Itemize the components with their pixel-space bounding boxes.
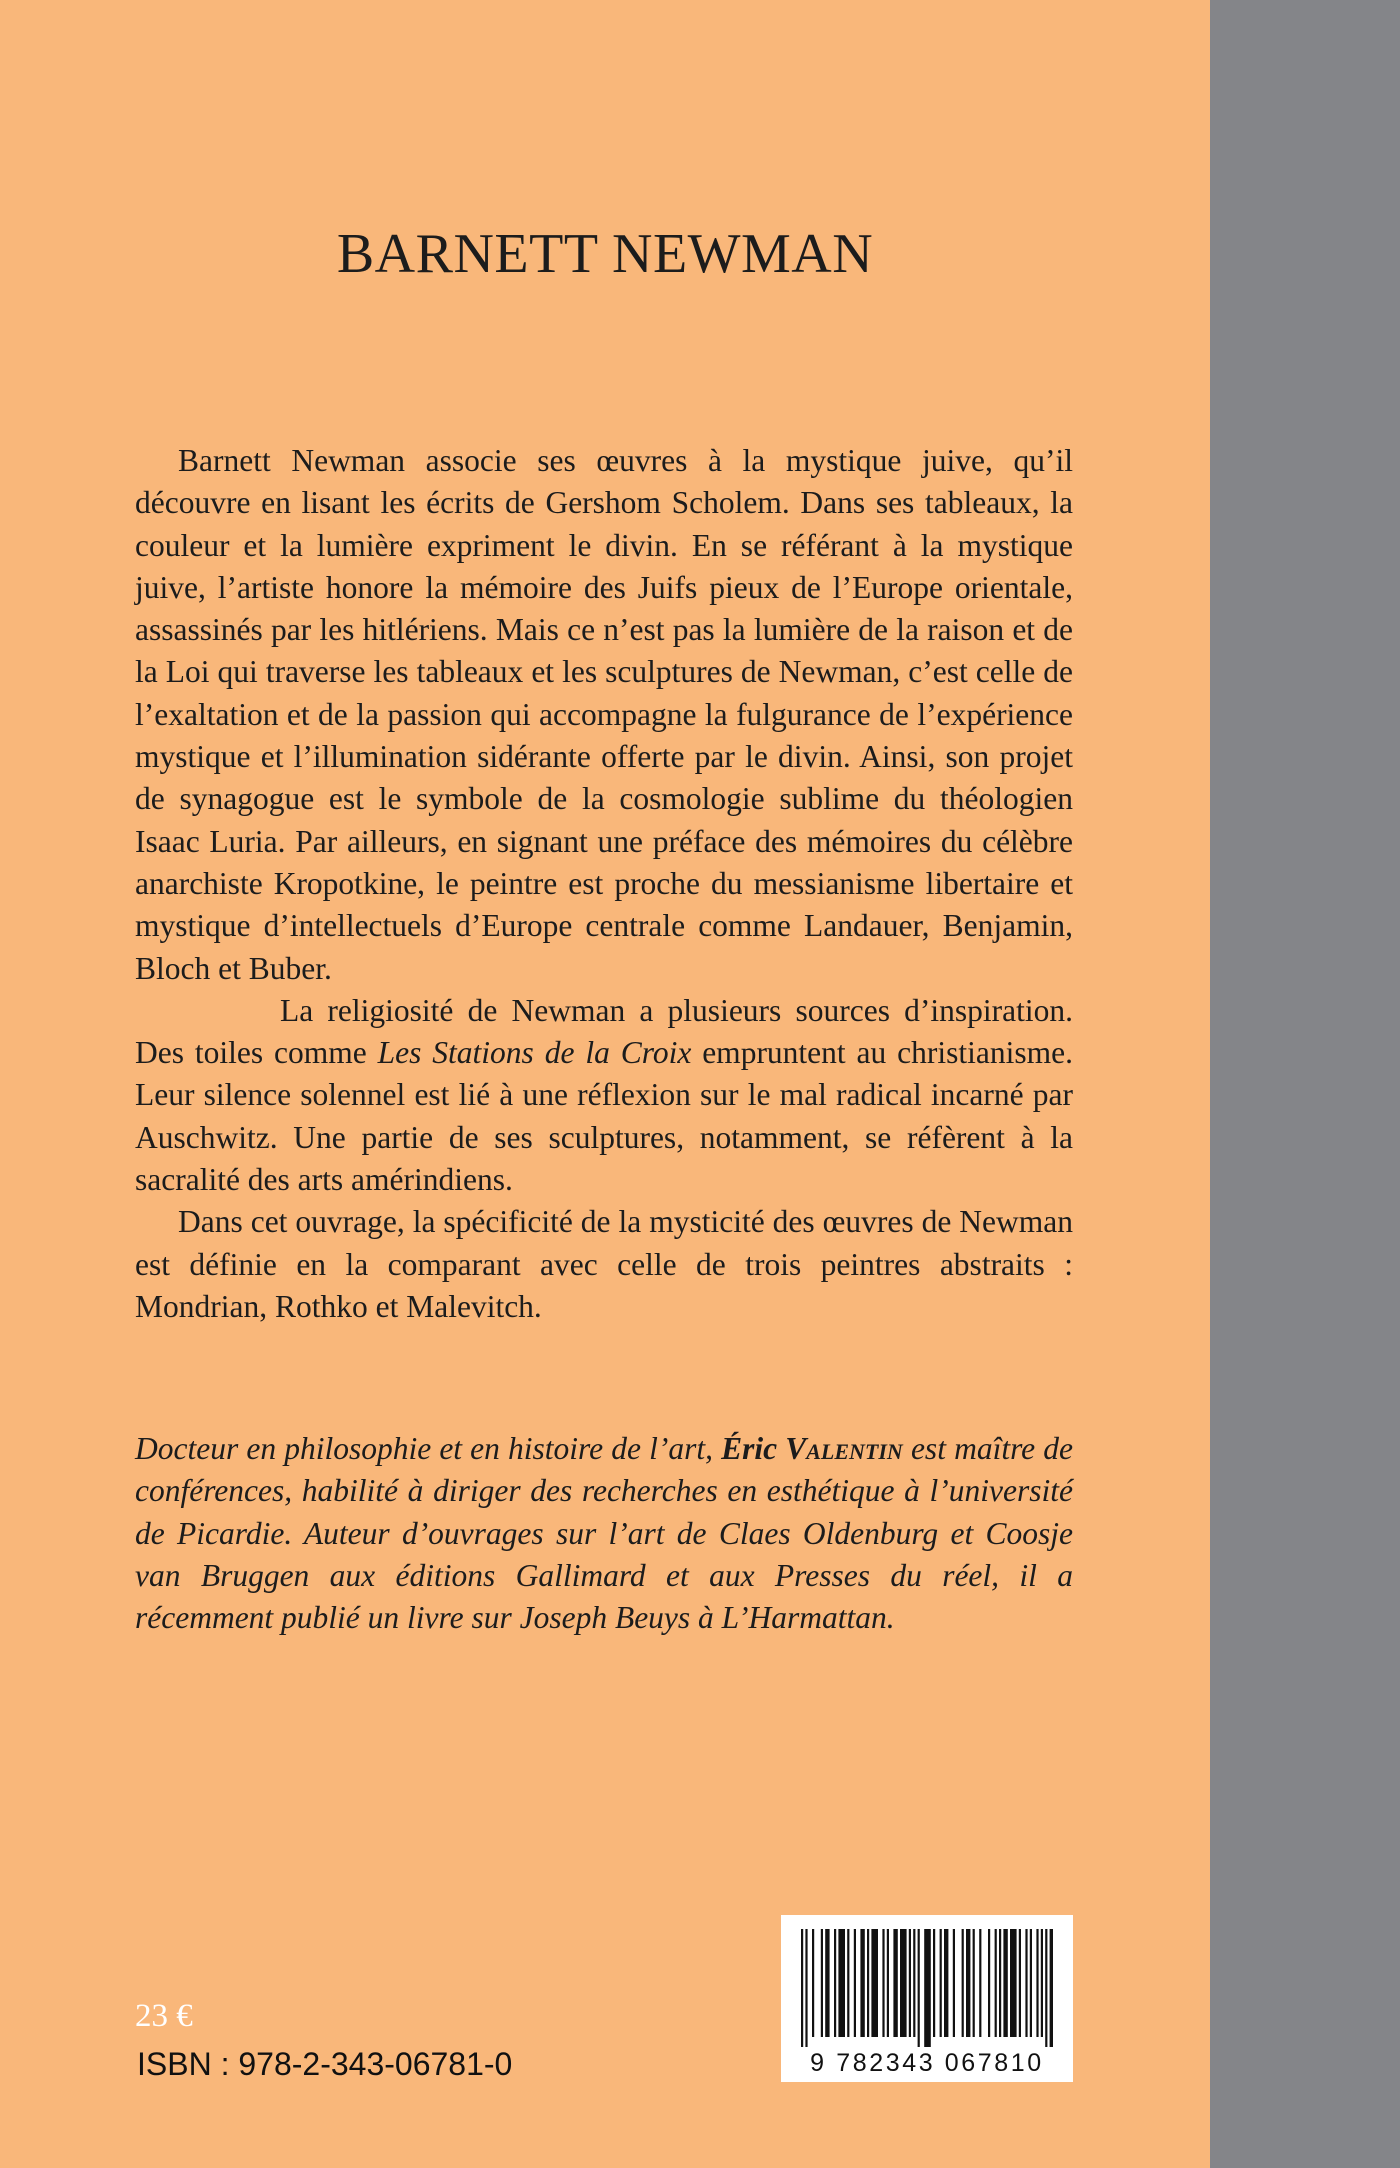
barcode-bar xyxy=(838,1929,845,2037)
barcode-bar xyxy=(812,1929,814,2037)
summary-paragraph-1: Barnett Newman associe ses œuvres à la mystique juive, qu’il découvre en lisant les écrits de Gershom Scholem. Dans ses tableaux, la couleur et la lumière expriment le divin. En se référant à la mystique juive, l’artiste honore la mémoire des Juifs pieux de l’Europe orientale, assassinés par les hitlériens. Mais ce n’est pas la lumière de la raison et de la Loi qui traverse les tableaux et les sculptures de Newman, c’est celle de l’exaltation et de la passion qui accompagne la fulgurance de l’expérience mystique et l’illumination sidérante offerte par le divin. Ainsi, son projet de synagogue est le symbole de la cosmologie sublime du théologien Isaac Luria. Par ailleurs, en signant une préface des mémoires du célèbre anarchiste Kropotkine, le peintre est proche du messianisme libertaire et mystique d’intellectuels d’Europe centrale comme Landauer, Benjamin, Bloch et Buber. xyxy=(135,443,1073,986)
book-title: BARNETT NEWMAN xyxy=(336,223,874,285)
barcode-bar xyxy=(918,1929,920,2047)
barcode-bar xyxy=(871,1929,878,2037)
barcode-bar xyxy=(887,1929,889,2037)
barcode-bar xyxy=(1041,1929,1043,2037)
author-bio-end: est maître de conférences, habilité à diriger des recherches en esthétique à l’université de Picardie. Auteur d’ouvrages sur l’art de Claes Oldenburg et Coosje van Bruggen aux éditions Gallimard et aux Presses du réel, il a récemment publié un livre sur Joseph Beuys à L’Harmattan. xyxy=(135,1431,1073,1636)
barcode-bar xyxy=(801,1929,803,2047)
barcode-bar xyxy=(995,1929,997,2037)
author-first-name: Éric xyxy=(721,1431,778,1466)
barcode-bar xyxy=(953,1929,955,2037)
barcode-bar xyxy=(854,1929,856,2037)
barcode-bar xyxy=(867,1929,869,2037)
barcode-bar xyxy=(805,1929,807,2047)
price-label: 23 € xyxy=(135,1998,193,2034)
barcode-bar xyxy=(1010,1929,1017,2037)
barcode-bar xyxy=(999,1929,1001,2037)
barcode-bar xyxy=(940,1929,942,2037)
summary-paragraph-2-start: La religiosité de Newman a plusieurs sources d’inspiration. Des toiles comme xyxy=(135,992,1073,1071)
barcode-bar xyxy=(1036,1929,1038,2037)
barcode-bar xyxy=(900,1929,907,2037)
barcode-bar xyxy=(913,1929,915,2037)
barcode-bar xyxy=(988,1929,990,2037)
author-bio-start: Docteur en philosophie et en histoire de l’art, xyxy=(135,1431,722,1466)
barcode-bar xyxy=(893,1929,897,2037)
book-summary xyxy=(135,440,1073,1328)
summary-paragraph-2-end: empruntent au christianisme. Leur silence solennel est lié à une réflexion sur le mal radical incarné par Auschwitz. Une partie de ses sculptures, notamment, se réfèrent à la sacralité des arts amérindiens. xyxy=(135,1035,1074,1198)
barcode-bar xyxy=(966,1929,970,2037)
summary-paragraph-2 xyxy=(135,990,1073,1201)
author-last-name: Valentin xyxy=(785,1431,903,1466)
spine-strip xyxy=(1210,0,1400,2168)
barcode-bar xyxy=(962,1929,964,2037)
barcode-bars xyxy=(781,1915,1073,2055)
barcode-bar xyxy=(1003,1929,1007,2037)
barcode-bar xyxy=(834,1929,836,2037)
barcode-bar xyxy=(979,1929,981,2037)
barcode-bar xyxy=(1050,1929,1053,2047)
barcode-bar xyxy=(1030,1929,1032,2037)
barcode-bar xyxy=(860,1929,864,2037)
barcode-bar xyxy=(973,1929,975,2037)
barcode-bar xyxy=(933,1929,935,2037)
barcode-bar xyxy=(821,1929,823,2037)
barcode-bar xyxy=(944,1929,948,2037)
barcode-bar xyxy=(909,1929,911,2037)
barcode-bar xyxy=(1025,1929,1027,2037)
barcode-bar xyxy=(924,1929,931,2047)
barcode xyxy=(781,1915,1073,2082)
isbn-label: ISBN : 978-2-343-06781-0 xyxy=(137,2046,513,2082)
barcode-bar xyxy=(882,1929,884,2037)
author-name xyxy=(721,1431,903,1466)
summary-paragraph-3: Dans cet ouvrage, la spécificité de la mysticité des œuvres de Newman est définie en la comparant avec celle de trois peintres abstraits : Mondrian, Rothko et Malevitch. xyxy=(135,1204,1073,1324)
author-bio xyxy=(135,1428,1073,1639)
barcode-bar xyxy=(1019,1929,1021,2037)
artwork-title: Les Stations de la Croix xyxy=(377,1035,692,1071)
barcode-bar xyxy=(847,1929,849,2037)
barcode-bar xyxy=(825,1929,829,2037)
barcode-digits: 9 782343 067810 xyxy=(810,2049,1044,2077)
barcode-bar xyxy=(1045,1929,1047,2047)
